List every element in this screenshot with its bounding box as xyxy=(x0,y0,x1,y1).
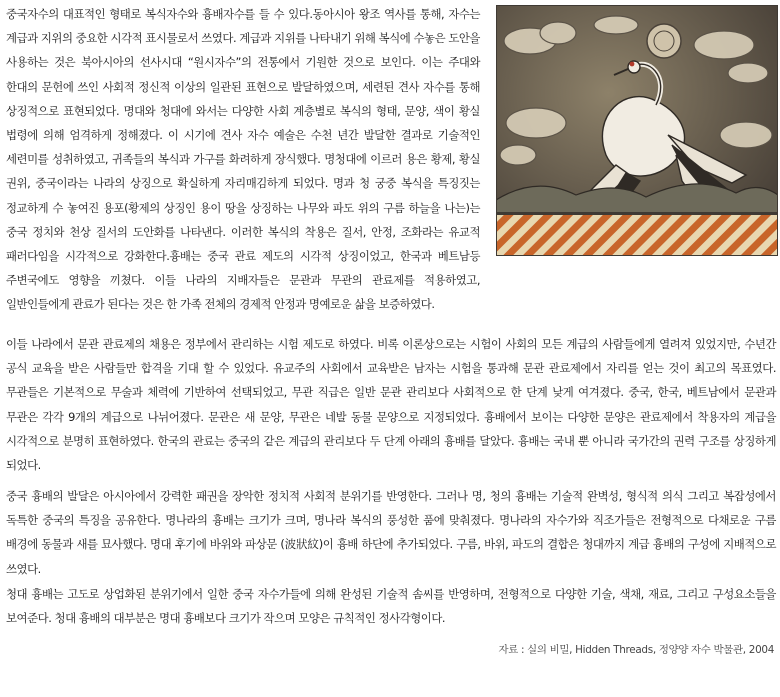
paragraph-civil-military-officials: 이들 나라에서 문관 관료제의 채용은 정부에서 관리하는 시험 제도로 하였다. 비록 이론상으로는 시험이 사회의 모든 계급의 사람들에게 열려져 있었지만, 수년간 공식 교육을 받은 사람들만 합격을 기대 할 수 있었다. 유교주의 사회에서 교육받은 남자는 시험을 통과해 문관 관료제에서 자리를 얻는 것이 최고의 목표였다. 무관들은 기본적으로 무술과 체력에 기반하여 선택되었고, 무관 직급은 일반 문관 관리보다 사회적으로 한 단계 낮게 여겨졌다. 중국, 한국, 베트남에서 문관과 무관은 각각 9개의 계급으로 나뉘어졌다. 문관은 새 문양, 무관은 네발 동물 문양으로 지정되었다. 흉배에서 보이는 다양한 문양은 관료제에서 착용자의 계급을 시각적으로 분명히 표현하였다. 한국의 관료는 중국의 같은 계급의 관리보다 두 단계 아래의 흉배를 달았다. 흉배는 국내 뿐 아니라 국가간의 권력 구조를 상징하게 되었다. xyxy=(6,337,776,473)
paragraph-ming-rank-badges: 중국 흉배의 발달은 아시아에서 강력한 패권을 장악한 정치적 사회적 분위기를 반영한다. 그러나 명, 청의 흉배는 기술적 완벽성, 형식적 의식 그리고 복잡성에서 독특한 중국의 특징을 공유한다. 명나라의 흉배는 크기가 크며, 명나라 복식의 풍성한 품에 맞춰졌다. 명나라의 자수가와 직조가들은 전형적으로 다채로운 구름 배경에 동물과 새를 묘사했다. 명대 후기에 바위와 파상문 (波狀紋)이 흉배 하단에 추가되었다. 구름, 바위, 파도의 결합은 청대까지 계급 흉배의 구성에 지배적으로 쓰였다. xyxy=(6,489,776,576)
paragraph-qing-rank-badges: 청대 흉배는 고도로 상업화된 분위기에서 일한 중국 자수가들에 의해 완성된 기술적 솜씨를 반영하며, 전형적으로 다양한 기술, 색채, 재료, 그리고 구성요소들을 보여준다. 청대 흉배의 대부분은 명대 흉배보다 크기가 작으며 모양은 규칙적인 정사각형이다. xyxy=(6,587,776,626)
source-citation: 자료 : 실의 비밀, Hidden Threads, 정양양 자수 박물관, 2004 xyxy=(498,644,774,656)
paragraph-intro: 중국자수의 대표적인 형태로 복식자수와 흉배자수를 들 수 있다.동아시아 왕조 역사를 통해, 자수는 계급과 지위의 중요한 시각적 표시물로서 쓰였다. 계급과 지위를 나타내기 위해 복식에 수놓은 도안을 사용하는 것은 북아시아의 선사시대 “원시자수”의 전통에서 기원한 것으로 보인다. 이는 주대와 한대의 문헌에 쓰인 사회적 정신적 이상의 일관된 표현으로 발달하였으며, 세련된 견사 자수를 통해 상징적으로 표현되었다. 명대와 청대에 와서는 다양한 사회 계층별로 복식의 형태, 문양, 색이 황실 법령에 의해 엄격하게 정해졌다. 이 시기에 견사 자수 예술은 수천 년간 발달한 결과로 기술적인 세련미를 성취하였고, 귀족들의 복식과 가구를 화려하게 장식했다. 명청대에 이르러 용은 황제, 황실 권위, 중국이라는 나라의 상징으로 확실하게 자리매김하게 되었다. 명과 청 궁중 복식을 특징짓는 정교하게 수 놓여진 용포(황제의 상징인 용이 땅을 상징하는 나무와 파도 위의 구름 하늘을 나는)는 중국 정치와 천상 질서의 도안화를 나타낸다. 이러한 복식의 착용은 질서, 안정, 조화라는 유교적 패러다임을 시각적으로 강화한다.흉배는 중국 관료 제도의 시각적 상징이었고, 한국과 베트남등 주변국에도 영향을 끼쳤다. 이들 나라의 지배자들은 문관과 무관의 관료제를 적용하였고, 일반인들에게 관료가 된다는 것은 한 가족 전체의 경제적 안정과 명예로운 삶을 보증하였다. xyxy=(6,7,480,312)
rank-badge-embroidery-image xyxy=(496,5,778,256)
